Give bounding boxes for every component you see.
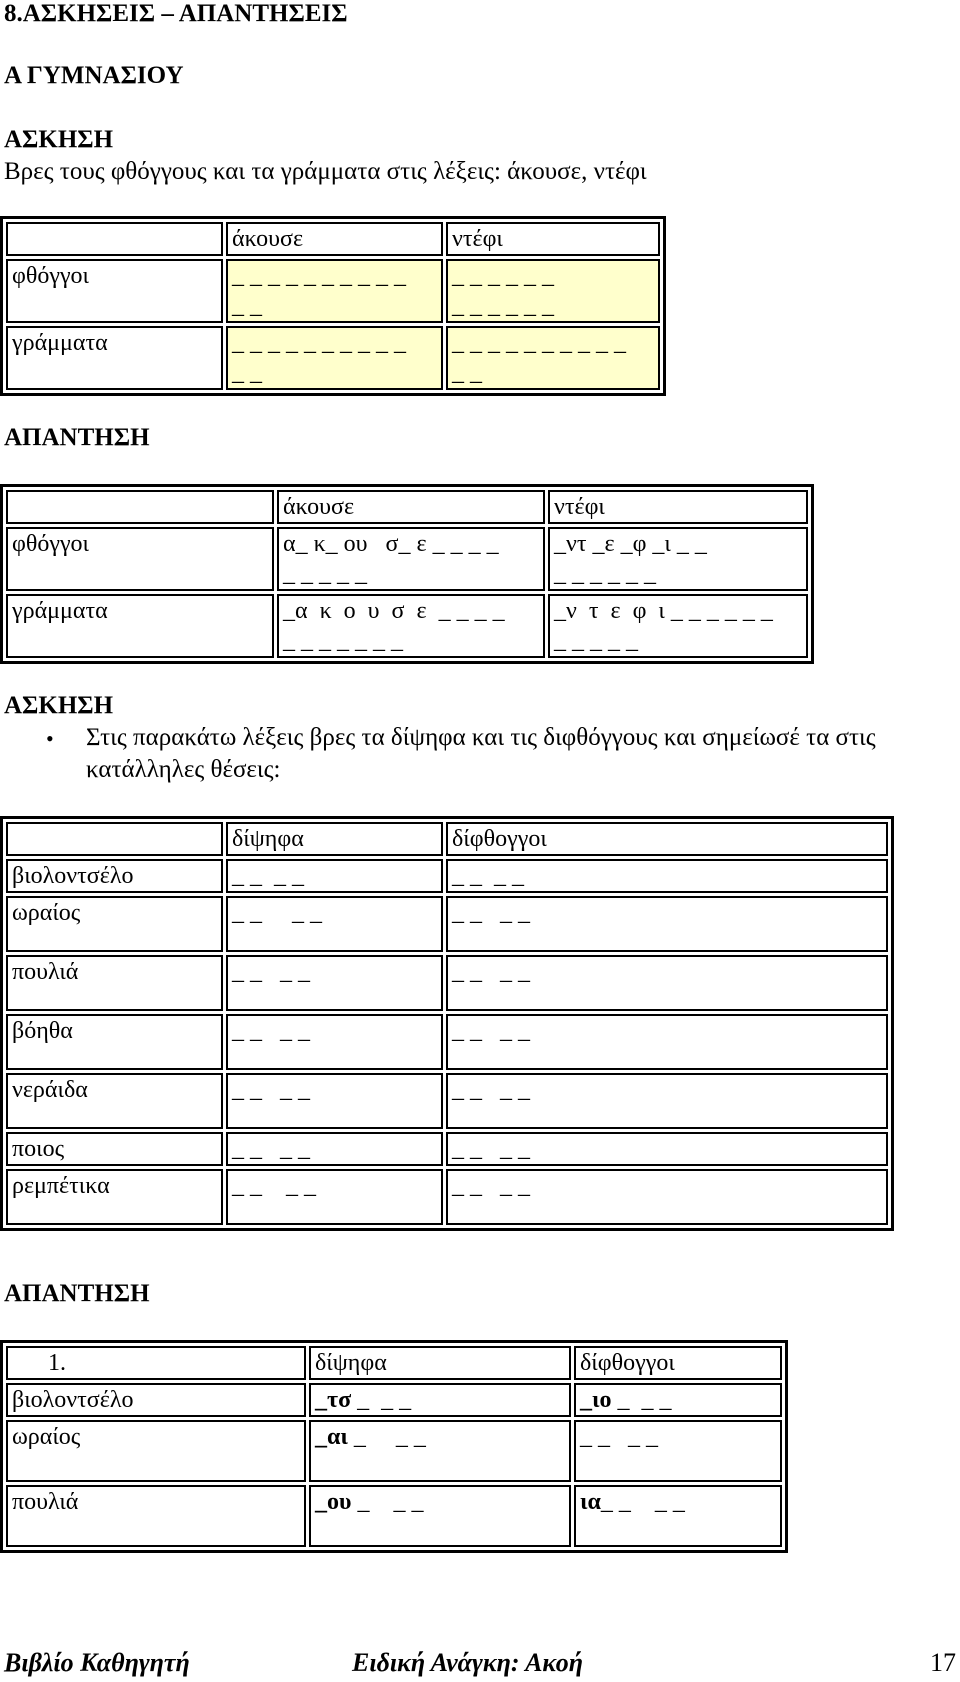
corner-cell bbox=[6, 222, 223, 256]
column-header: δίφθογγοι bbox=[574, 1346, 782, 1380]
answer-highlight: ια bbox=[580, 1489, 601, 1515]
answer-cell: _ντ _ε _φ _ι _ _ _ _ _ _ _ _ bbox=[548, 527, 808, 591]
column-header: άκουσε bbox=[277, 490, 545, 524]
answer-blank[interactable]: _ _ _ _ bbox=[446, 1073, 888, 1129]
page-number: 17 bbox=[930, 1648, 956, 1677]
answer-blank[interactable]: _ _ _ _ bbox=[446, 859, 888, 893]
answer-blank[interactable]: _ _ _ _ bbox=[226, 859, 443, 893]
exercise-table bbox=[0, 816, 894, 1231]
answer-heading: ΑΠΑΝΤΗΣΗ bbox=[4, 424, 150, 451]
column-header: ντέφι bbox=[446, 222, 660, 256]
answer-table bbox=[0, 1340, 788, 1553]
answer-blank[interactable]: _ _ _ _ _ _ _ _ _ _ _ _ bbox=[226, 259, 443, 323]
answer-blank[interactable]: _ _ _ _ bbox=[226, 955, 443, 1011]
answer-cell: _ν τ ε φ ι _ _ _ _ _ _ _ _ _ _ _ bbox=[548, 594, 808, 658]
footer-subtitle: Ειδική Ανάγκη: Ακοή bbox=[352, 1648, 583, 1677]
exercise-instruction: Στις παρακάτω λέξεις βρες τα δίψηφα και τις διφθόγγους και σημείωσέ τα στις bbox=[86, 724, 876, 751]
corner-cell bbox=[6, 822, 223, 856]
answer-blank[interactable]: _ _ _ _ _ _ _ _ _ _ _ _ bbox=[226, 326, 443, 390]
answer-cell: _α κ ο υ σ ε _ _ _ _ _ _ _ _ _ _ _ bbox=[277, 594, 545, 658]
answer-blank[interactable]: _ _ _ _ _ _ _ _ _ _ _ _ bbox=[446, 259, 660, 323]
row-label: πουλιά bbox=[6, 955, 223, 1011]
corner-cell: 1. bbox=[6, 1346, 306, 1380]
row-label: πουλιά bbox=[6, 1485, 306, 1547]
column-header: ντέφι bbox=[548, 490, 808, 524]
answer-cell bbox=[309, 1485, 571, 1547]
row-label: φθόγγοι bbox=[6, 259, 223, 323]
row-label: νεράιδα bbox=[6, 1073, 223, 1129]
column-header: άκουσε bbox=[226, 222, 443, 256]
answer-cell bbox=[574, 1420, 782, 1482]
class-title: Α ΓΥΜΝΑΣΙΟΥ bbox=[4, 62, 184, 89]
column-header: δίψηφα bbox=[226, 822, 443, 856]
row-label: βόηθα bbox=[6, 1014, 223, 1070]
answer-blank[interactable]: _ _ _ _ _ _ _ _ _ _ _ _ bbox=[446, 326, 660, 390]
answer-blank[interactable]: _ _ _ _ bbox=[226, 1132, 443, 1166]
row-label: ωραίος bbox=[6, 896, 223, 952]
answer-cell: α_ κ_ ου σ_ ε _ _ _ _ _ _ _ _ _ bbox=[277, 527, 545, 591]
answer-blank[interactable]: _ _ _ _ bbox=[226, 896, 443, 952]
answer-highlight: _ου bbox=[315, 1489, 352, 1515]
answer-rest: _ _ _ bbox=[347, 1424, 426, 1450]
answer-cell bbox=[309, 1420, 571, 1482]
footer-book-title: Βιβλίο Καθηγητή bbox=[4, 1648, 190, 1677]
row-label: γράμματα bbox=[6, 594, 274, 658]
answer-table bbox=[0, 484, 814, 664]
row-label: ποιος bbox=[6, 1132, 223, 1166]
answer-cell bbox=[309, 1383, 571, 1417]
answer-highlight: _ιο bbox=[580, 1387, 612, 1413]
answer-blank[interactable]: _ _ _ _ bbox=[446, 1014, 888, 1070]
answer-rest: _ _ _ bbox=[351, 1489, 424, 1515]
row-label: φθόγγοι bbox=[6, 527, 274, 591]
exercise-table bbox=[0, 216, 666, 396]
answer-blank[interactable]: _ _ _ _ bbox=[226, 1073, 443, 1129]
answer-heading: ΑΠΑΝΤΗΣΗ bbox=[4, 1280, 150, 1307]
answer-rest: _ _ _ bbox=[611, 1387, 672, 1413]
answer-blank[interactable]: _ _ _ _ bbox=[446, 896, 888, 952]
exercise-instruction: Βρες τους φθόγγους και τα γράμματα στις λέξεις: άκουσε, ντέφι bbox=[4, 158, 647, 185]
answer-cell bbox=[574, 1383, 782, 1417]
answer-cell bbox=[574, 1485, 782, 1547]
exercise-instruction: κατάλληλες θέσεις: bbox=[86, 756, 281, 783]
answer-blank[interactable]: _ _ _ _ bbox=[226, 1014, 443, 1070]
answer-highlight: _αι bbox=[315, 1424, 348, 1450]
answer-rest: _ _ _ _ bbox=[580, 1424, 658, 1450]
answer-highlight: _τσ bbox=[315, 1387, 352, 1413]
row-label: ωραίος bbox=[6, 1420, 306, 1482]
row-label: ρεμπέτικα bbox=[6, 1169, 223, 1225]
column-header: δίψηφα bbox=[309, 1346, 571, 1380]
answer-blank[interactable]: _ _ _ _ bbox=[446, 955, 888, 1011]
row-label: γράμματα bbox=[6, 326, 223, 390]
answer-blank[interactable]: _ _ _ _ bbox=[446, 1169, 888, 1225]
row-label: βιολοντσέλο bbox=[6, 859, 223, 893]
column-header: δίφθογγοι bbox=[446, 822, 888, 856]
row-label: βιολοντσέλο bbox=[6, 1383, 306, 1417]
chapter-title: 8.ΑΣΚΗΣΕΙΣ – ΑΠΑΝΤΗΣΕΙΣ bbox=[4, 0, 348, 27]
exercise-heading: ΑΣΚΗΣΗ bbox=[4, 126, 114, 153]
answer-rest: _ _ _ _ bbox=[600, 1489, 685, 1515]
answer-blank[interactable]: _ _ _ _ bbox=[446, 1132, 888, 1166]
answer-blank[interactable]: _ _ _ _ bbox=[226, 1169, 443, 1225]
corner-cell bbox=[6, 490, 274, 524]
bullet-icon: • bbox=[46, 726, 54, 751]
answer-rest: _ _ _ bbox=[351, 1387, 412, 1413]
exercise-heading: ΑΣΚΗΣΗ bbox=[4, 692, 114, 719]
